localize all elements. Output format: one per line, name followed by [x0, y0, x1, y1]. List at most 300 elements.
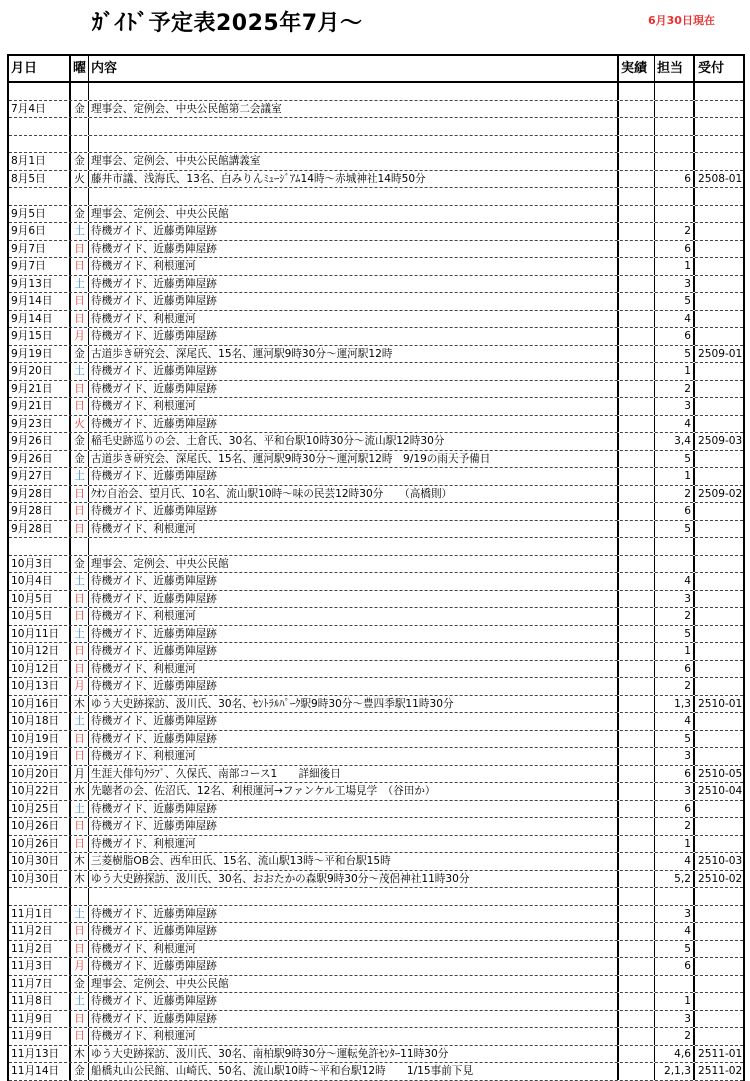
row-date: 11月2日 [9, 941, 71, 958]
row-uketsuke [695, 223, 743, 240]
row-date: 9月28日 [9, 521, 71, 538]
row-uketsuke [695, 83, 743, 100]
table-row [9, 573, 743, 591]
row-jisseki [619, 538, 655, 555]
row-date: 9月26日 [9, 451, 71, 468]
row-dow: 日 [71, 836, 89, 853]
row-jisseki [619, 626, 655, 643]
row-uketsuke [695, 626, 743, 643]
row-uketsuke [695, 993, 743, 1010]
row-date: 10月30日 [9, 853, 71, 870]
row-uketsuke [695, 556, 743, 573]
row-tanto: 2 [655, 223, 695, 240]
table-row [9, 591, 743, 609]
row-jisseki [619, 346, 655, 363]
row-date: 11月2日 [9, 923, 71, 940]
row-tanto: 4 [655, 713, 695, 730]
row-tanto: 6 [655, 171, 695, 188]
row-jisseki [619, 223, 655, 240]
row-date: 11月9日 [9, 1011, 71, 1028]
row-content: 待機ガイド、近藤勇陣屋跡 [89, 626, 619, 643]
header-uketsuke: 受付 [698, 61, 725, 76]
row-content: 待機ガイド、近藤勇陣屋跡 [89, 818, 619, 835]
row-dow: 日 [71, 503, 89, 520]
row-content: 待機ガイド、近藤勇陣屋跡 [89, 328, 619, 345]
row-tanto: 3 [655, 906, 695, 923]
row-tanto: 3 [655, 591, 695, 608]
row-uketsuke [695, 661, 743, 678]
row-tanto: 2 [655, 381, 695, 398]
table-row [9, 801, 743, 819]
row-jisseki [619, 731, 655, 748]
row-jisseki [619, 591, 655, 608]
row-uketsuke: 2510-03 [698, 855, 743, 867]
row-date [9, 118, 71, 135]
table-row [9, 1028, 743, 1046]
row-content: 待機ガイド、近藤勇陣屋跡 [89, 573, 619, 590]
table-row [9, 538, 743, 556]
row-tanto [655, 136, 695, 153]
row-content: 稲毛史跡巡りの会、土倉氏、30名、平和台駅10時30分～流山駅12時30分 [89, 433, 619, 450]
row-dow: 日 [71, 591, 89, 608]
row-content: 理事会、定例会、中央公民館第二会議室 [89, 101, 619, 118]
row-content: 待機ガイド、近藤勇陣屋跡 [89, 591, 619, 608]
row-uketsuke [695, 538, 743, 555]
row-jisseki [619, 853, 655, 870]
row-dow: 土 [71, 363, 89, 380]
row-dow: 日 [71, 608, 89, 625]
row-uketsuke [695, 521, 743, 538]
row-tanto: 6 [655, 503, 695, 520]
table-row [9, 101, 743, 119]
row-content: ゆう大史跡探訪、汲川氏、30名、おおたかの森駅9時30分～茂侶神社11時30分 [89, 871, 619, 888]
row-dow: 日 [71, 398, 89, 415]
row-content: 待機ガイド、近藤勇陣屋跡 [89, 276, 619, 293]
row-content: 待機ガイド、利根運河 [89, 1028, 619, 1045]
row-dow: 土 [71, 223, 89, 240]
row-date: 9月28日 [9, 486, 71, 503]
table-row [9, 276, 743, 294]
row-jisseki [619, 888, 655, 905]
row-dow: 金 [71, 346, 89, 363]
row-uketsuke [695, 503, 743, 520]
row-jisseki [619, 643, 655, 660]
row-jisseki [619, 1046, 655, 1063]
row-jisseki [619, 468, 655, 485]
row-tanto [655, 976, 695, 993]
row-uketsuke [695, 258, 743, 275]
row-date: 9月6日 [9, 223, 71, 240]
row-content: 待機ガイド、近藤勇陣屋跡 [89, 678, 619, 695]
row-uketsuke [695, 451, 743, 468]
row-jisseki [619, 573, 655, 590]
row-content: 理事会、定例会、中央公民館 [89, 206, 619, 223]
table-row [9, 993, 743, 1011]
row-tanto [655, 83, 695, 100]
row-tanto: 5 [655, 346, 695, 363]
row-content [89, 188, 619, 205]
row-date: 9月26日 [9, 433, 71, 450]
row-dow: 日 [71, 941, 89, 958]
row-date: 9月23日 [9, 416, 71, 433]
row-jisseki [619, 83, 655, 100]
row-jisseki [619, 923, 655, 940]
row-date: 10月5日 [9, 608, 71, 625]
header-content: 内容 [89, 56, 619, 81]
table-row [9, 206, 743, 224]
row-dow: 日 [71, 731, 89, 748]
row-tanto: 5 [655, 626, 695, 643]
row-content: 古道歩き研究会、深尾氏、15名、運河駅9時30分～運河駅12時 [89, 346, 619, 363]
row-content [89, 888, 619, 905]
table-row [9, 1046, 743, 1064]
row-dow: 金 [71, 101, 89, 118]
table-row [9, 346, 743, 364]
row-uketsuke [695, 206, 743, 223]
row-content: 生涯大俳句ｸﾗﾌﾞ、久保氏、南部コース1 詳細後日 [89, 766, 619, 783]
row-content: 待機ガイド、近藤勇陣屋跡 [89, 906, 619, 923]
row-dow: 土 [71, 713, 89, 730]
row-jisseki [619, 188, 655, 205]
row-tanto: 1 [655, 643, 695, 660]
row-uketsuke [695, 416, 743, 433]
row-dow: 日 [71, 643, 89, 660]
table-row [9, 136, 743, 154]
row-date: 9月19日 [9, 346, 71, 363]
table-row [9, 171, 743, 189]
table-row [9, 293, 743, 311]
row-jisseki [619, 503, 655, 520]
row-date: 9月21日 [9, 381, 71, 398]
row-jisseki [619, 958, 655, 975]
row-date: 10月3日 [9, 556, 71, 573]
row-date: 7月4日 [9, 101, 71, 118]
row-tanto: 4,6 [655, 1046, 695, 1063]
row-content: 待機ガイド、近藤勇陣屋跡 [89, 801, 619, 818]
row-jisseki [619, 241, 655, 258]
row-content: 待機ガイド、近藤勇陣屋跡 [89, 1011, 619, 1028]
row-jisseki [619, 713, 655, 730]
row-jisseki [619, 556, 655, 573]
row-jisseki [619, 1028, 655, 1045]
row-tanto: 1 [655, 836, 695, 853]
table-row [9, 398, 743, 416]
row-date: 10月13日 [9, 678, 71, 695]
row-jisseki [619, 836, 655, 853]
row-content: 船橋丸山公民館、山崎氏、50名、流山駅10時～平和台駅12時 1/15事前下見 [89, 1063, 619, 1080]
row-date: 9月20日 [9, 363, 71, 380]
row-uketsuke [695, 1011, 743, 1028]
row-dow: 木 [71, 696, 89, 713]
row-tanto: 1 [655, 258, 695, 275]
row-jisseki [619, 993, 655, 1010]
row-tanto: 5 [655, 451, 695, 468]
page-title: ｶﾞｲﾄﾞ予定表2025年7月～ [92, 11, 363, 36]
row-tanto [655, 538, 695, 555]
row-dow: 金 [71, 433, 89, 450]
table-row [9, 626, 743, 644]
row-uketsuke [695, 136, 743, 153]
row-dow: 土 [71, 626, 89, 643]
row-content [89, 83, 619, 100]
row-tanto: 6 [655, 958, 695, 975]
row-date: 9月28日 [9, 503, 71, 520]
table-row [9, 783, 743, 801]
row-date: 10月26日 [9, 818, 71, 835]
row-dow: 月 [71, 766, 89, 783]
row-uketsuke [695, 678, 743, 695]
table-row [9, 1063, 743, 1081]
row-dow: 土 [71, 276, 89, 293]
row-content: ゆう大史跡探訪、汲川氏、30名、ｾﾝﾄﾗﾙﾊﾟｰｸ駅9時30分～豊四季駅11時30分 [89, 696, 619, 713]
row-dow: 木 [71, 853, 89, 870]
row-jisseki [619, 941, 655, 958]
row-date: 9月13日 [9, 276, 71, 293]
row-uketsuke: 2509-02 [698, 487, 743, 500]
row-dow: 日 [71, 241, 89, 258]
row-content: 待機ガイド、利根運河 [89, 258, 619, 275]
row-content: 待機ガイド、近藤勇陣屋跡 [89, 503, 619, 520]
row-tanto: 2 [655, 678, 695, 695]
row-jisseki [619, 766, 655, 783]
row-content: 理事会、定例会、中央公民館講義室 [89, 153, 619, 170]
row-content: 待機ガイド、近藤勇陣屋跡 [89, 731, 619, 748]
row-date: 10月22日 [9, 783, 71, 800]
row-dow: 日 [71, 293, 89, 310]
row-dow: 火 [71, 171, 89, 188]
row-jisseki [619, 783, 655, 800]
row-jisseki [619, 101, 655, 118]
row-uketsuke [695, 818, 743, 835]
row-uketsuke: 2510-04 [698, 785, 743, 797]
row-date: 10月30日 [9, 871, 71, 888]
row-jisseki [619, 363, 655, 380]
table-row [9, 976, 743, 994]
table-row [9, 381, 743, 399]
table-row [9, 223, 743, 241]
schedule-table [7, 54, 745, 1081]
row-jisseki [619, 801, 655, 818]
table-row [9, 871, 743, 889]
row-dow: 金 [71, 556, 89, 573]
row-dow: 木 [71, 1046, 89, 1063]
row-content: 待機ガイド、近藤勇陣屋跡 [89, 643, 619, 660]
row-tanto: 4 [655, 923, 695, 940]
row-jisseki [619, 416, 655, 433]
row-date: 10月12日 [9, 643, 71, 660]
row-date: 11月9日 [9, 1028, 71, 1045]
row-content: 古道歩き研究会、深尾氏、15名、運河駅9時30分～運河駅12時 9/19の雨天予備日 [89, 451, 619, 468]
row-content: 待機ガイド、近藤勇陣屋跡 [89, 363, 619, 380]
row-uketsuke [695, 923, 743, 940]
row-dow: 金 [71, 451, 89, 468]
row-content: 待機ガイド、近藤勇陣屋跡 [89, 713, 619, 730]
row-date: 10月26日 [9, 836, 71, 853]
row-date [9, 188, 71, 205]
row-date: 11月7日 [9, 976, 71, 993]
row-dow: 日 [71, 486, 89, 503]
row-tanto: 5 [655, 941, 695, 958]
row-uketsuke: 2509-01 [698, 347, 743, 360]
row-jisseki [619, 486, 655, 503]
row-content: 待機ガイド、利根運河 [89, 521, 619, 538]
row-dow: 金 [71, 1063, 89, 1080]
row-date: 11月13日 [9, 1046, 71, 1063]
row-content [89, 136, 619, 153]
table-row [9, 153, 743, 171]
row-content: 待機ガイド、利根運河 [89, 941, 619, 958]
row-tanto [655, 153, 695, 170]
as-of-date: 6月30日現在 [648, 14, 715, 27]
table-row [9, 906, 743, 924]
row-dow: 月 [71, 958, 89, 975]
row-tanto: 3,4 [655, 433, 695, 450]
row-content: 待機ガイド、近藤勇陣屋跡 [89, 958, 619, 975]
row-date: 9月7日 [9, 258, 71, 275]
row-date: 10月11日 [9, 626, 71, 643]
row-tanto: 1,3 [655, 696, 695, 713]
row-jisseki [619, 1011, 655, 1028]
row-uketsuke [695, 468, 743, 485]
header-tanto: 担当 [655, 56, 695, 81]
row-uketsuke [695, 958, 743, 975]
row-uketsuke [695, 311, 743, 328]
row-uketsuke [695, 398, 743, 415]
row-uketsuke: 2511-01 [698, 1047, 743, 1060]
row-tanto: 6 [655, 241, 695, 258]
table-row [9, 608, 743, 626]
row-content: ゆう大史跡探訪、汲川氏、30名、南柏駅9時30分～運転免許ｾﾝﾀｰ11時30分 [89, 1046, 619, 1063]
table-row [9, 766, 743, 784]
header-date: 月日 [9, 56, 71, 81]
row-jisseki [619, 311, 655, 328]
table-row [9, 258, 743, 276]
row-content: 待機ガイド、近藤勇陣屋跡 [89, 416, 619, 433]
row-dow: 水 [71, 783, 89, 800]
table-row [9, 451, 743, 469]
row-content: 待機ガイド、利根運河 [89, 311, 619, 328]
row-jisseki [619, 258, 655, 275]
table-row [9, 923, 743, 941]
row-tanto: 4 [655, 311, 695, 328]
row-tanto: 1 [655, 993, 695, 1010]
table-row [9, 713, 743, 731]
row-jisseki [619, 398, 655, 415]
row-date [9, 136, 71, 153]
row-jisseki [619, 748, 655, 765]
row-dow [71, 83, 89, 100]
row-date: 10月20日 [9, 766, 71, 783]
row-dow: 月 [71, 678, 89, 695]
table-row [9, 241, 743, 259]
table-row [9, 661, 743, 679]
row-uketsuke [695, 1028, 743, 1045]
row-date: 10月5日 [9, 591, 71, 608]
row-date: 11月3日 [9, 958, 71, 975]
table-row [9, 416, 743, 434]
row-dow [71, 136, 89, 153]
row-jisseki [619, 608, 655, 625]
table-row [9, 678, 743, 696]
row-dow: 日 [71, 381, 89, 398]
row-dow: 土 [71, 906, 89, 923]
row-content: 待機ガイド、利根運河 [89, 836, 619, 853]
row-tanto: 3 [655, 748, 695, 765]
table-row [9, 888, 743, 906]
row-date: 11月1日 [9, 906, 71, 923]
row-dow: 木 [71, 871, 89, 888]
row-tanto: 2 [655, 1028, 695, 1045]
row-tanto: 5,2 [655, 871, 695, 888]
row-tanto [655, 188, 695, 205]
row-uketsuke [695, 608, 743, 625]
table-row [9, 731, 743, 749]
row-tanto: 2 [655, 818, 695, 835]
row-tanto: 4 [655, 573, 695, 590]
row-tanto: 5 [655, 293, 695, 310]
row-tanto: 5 [655, 521, 695, 538]
row-dow: 日 [71, 748, 89, 765]
row-date: 10月19日 [9, 748, 71, 765]
table-row [9, 1011, 743, 1029]
row-dow [71, 188, 89, 205]
row-dow: 日 [71, 311, 89, 328]
row-jisseki [619, 433, 655, 450]
row-uketsuke [695, 101, 743, 118]
row-dow: 金 [71, 206, 89, 223]
row-dow: 金 [71, 153, 89, 170]
row-date: 9月27日 [9, 468, 71, 485]
row-uketsuke [695, 836, 743, 853]
row-date: 9月5日 [9, 206, 71, 223]
table-row [9, 328, 743, 346]
table-row [9, 433, 743, 451]
table-row [9, 643, 743, 661]
row-jisseki [619, 696, 655, 713]
row-uketsuke [695, 381, 743, 398]
row-date: 10月18日 [9, 713, 71, 730]
row-tanto: 6 [655, 661, 695, 678]
row-uketsuke: 2511-02 [698, 1065, 743, 1077]
row-date: 8月5日 [9, 171, 71, 188]
table-row [9, 468, 743, 486]
row-jisseki [619, 1063, 655, 1080]
row-date: 9月21日 [9, 398, 71, 415]
row-content: 待機ガイド、近藤勇陣屋跡 [89, 293, 619, 310]
row-content: 待機ガイド、近藤勇陣屋跡 [89, 993, 619, 1010]
row-tanto: 3 [655, 783, 695, 800]
row-dow: 日 [71, 1011, 89, 1028]
table-row [9, 853, 743, 871]
row-content: 三菱樹脂OB会、西牟田氏、15名、流山駅13時～平和台駅15時 [89, 853, 619, 870]
row-content: 先聴者の会、佐沼氏、12名、利根運河→ファンケル工場見学 （谷田か） [89, 783, 619, 800]
row-uketsuke [695, 276, 743, 293]
row-uketsuke [695, 643, 743, 660]
row-jisseki [619, 328, 655, 345]
table-row [9, 118, 743, 136]
row-uketsuke [695, 941, 743, 958]
row-jisseki [619, 136, 655, 153]
table-row [9, 311, 743, 329]
row-uketsuke [695, 591, 743, 608]
row-jisseki [619, 171, 655, 188]
table-row [9, 521, 743, 539]
row-content: 藤井市議、浅海氏、13名、白みりんﾐｭｰｼﾞｱﾑ14時～赤城神社14時50分 [89, 171, 619, 188]
row-tanto: 3 [655, 398, 695, 415]
row-jisseki [619, 381, 655, 398]
row-dow: 土 [71, 801, 89, 818]
row-uketsuke [695, 976, 743, 993]
